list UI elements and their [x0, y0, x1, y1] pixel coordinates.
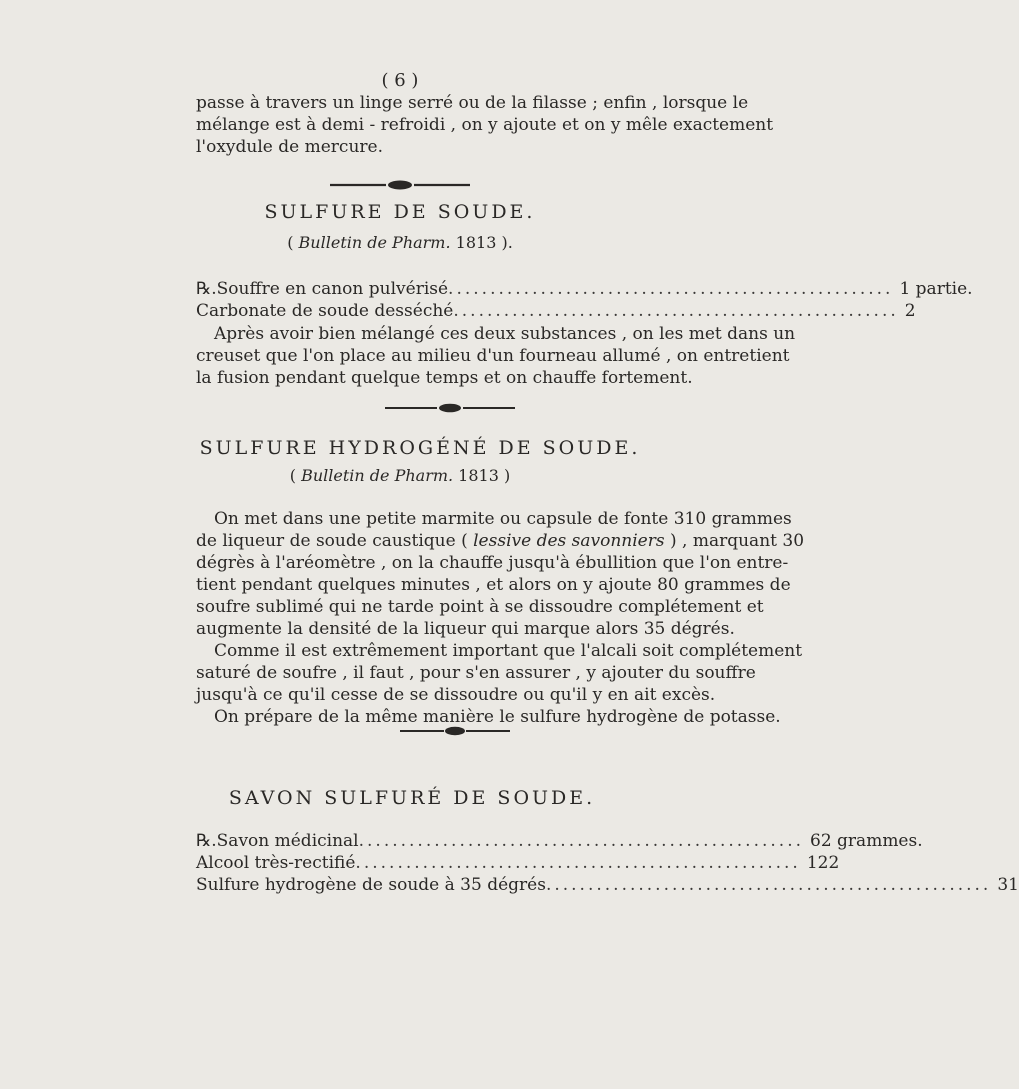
recipe-item	[196, 830, 923, 852]
leader-dots: .....................................................	[355, 853, 801, 873]
ingredient-quantity: 62 grammes.	[810, 831, 923, 851]
recipe-symbol: ℞.	[196, 279, 217, 299]
ingredient-name: Alcool très-rectifié	[196, 853, 356, 873]
section2-paragraphs	[196, 508, 805, 728]
paragraph-line: dégrès à l'aréomètre , on la chauffe jusqu'à ébullition que l'on entre-	[196, 553, 789, 573]
recipe-item	[196, 874, 1019, 896]
leader-dots: .....................................................	[448, 279, 894, 299]
source-open: (	[287, 233, 299, 252]
text-run: ) , marquant 30	[664, 531, 805, 551]
leader-dots: .....................................................	[453, 301, 899, 321]
italic-run: lessive des savonniers	[473, 531, 665, 551]
leader-dots: .....................................................	[358, 831, 805, 851]
intro-line: l'oxydule de mercure.	[196, 137, 383, 157]
source-journal: Bulletin de Pharm.	[298, 233, 451, 252]
ingredient-name: Carbonate de soude desséché	[196, 301, 454, 321]
section-source	[0, 233, 800, 252]
paragraph-line	[196, 530, 805, 552]
section-title-savon-sulfure: SAVON SULFURÉ DE SOUDE.	[228, 787, 596, 809]
ingredient-quantity: 1 partie.	[899, 279, 973, 299]
recipe-list	[196, 830, 1019, 896]
page-number: ( 6 )	[381, 70, 419, 91]
section-source	[0, 466, 800, 485]
ornament-divider	[400, 726, 510, 736]
ingredient-name: Sulfure hydrogène de soude à 35 dégrés	[196, 875, 546, 895]
ornament-divider	[385, 403, 515, 413]
paragraph-line: la fusion pendant quelque temps et on chauffe fortement.	[196, 368, 693, 388]
leader-dots: .....................................................	[545, 875, 992, 895]
intro-line: mélange est à demi - refroidi , on y ajoute et on y mêle exactement	[196, 115, 774, 135]
section1-paragraph	[196, 323, 796, 389]
source-year: 1813 ).	[450, 233, 513, 252]
ingredient-quantity: 31	[997, 875, 1019, 895]
recipe-item	[196, 300, 916, 322]
paragraph-line: Après avoir bien mélangé ces deux substances , on les met dans un	[214, 324, 796, 344]
paragraph-line: augmente la densité de la liqueur qui marque alors 35 dégrés.	[196, 619, 735, 639]
paragraph-line: soufre sublimé qui ne tarde point à se dissoudre complétement et	[196, 597, 764, 617]
ingredient-quantity: 122	[806, 853, 840, 873]
paragraph-line: tient pendant quelques minutes , et alors on y ajoute 80 grammes de	[196, 575, 791, 595]
recipe-item	[196, 278, 973, 300]
paragraph-line: On met dans une petite marmite ou capsule de fonte 310 grammes	[214, 509, 792, 529]
section-title-sulfure-de-soude: SULFURE DE SOUDE.	[264, 201, 536, 223]
text-run: de liqueur de soude caustique (	[196, 531, 474, 551]
recipe-symbol: ℞.	[196, 831, 217, 851]
ingredient-quantity: 2	[904, 301, 916, 321]
ingredient-name: Savon médicinal	[216, 831, 359, 851]
paragraph-line: Comme il est extrêmement important que l'alcali soit complétement	[214, 641, 803, 661]
recipe-item	[196, 852, 840, 874]
section-title-sulfure-hydrogene: SULFURE HYDROGÉNÉ DE SOUDE.	[199, 437, 641, 459]
ornament-divider	[330, 180, 470, 190]
paragraph-line: creuset que l'on place au milieu d'un fourneau allumé , on entretient	[196, 346, 790, 366]
source-open: (	[289, 466, 302, 485]
source-year: 1813 )	[453, 466, 511, 485]
recipe-list	[196, 278, 973, 322]
paragraph-line: On prépare de la même manière le sulfure hydrogène de potasse.	[214, 707, 781, 727]
paragraph-line: saturé de soufre , il faut , pour s'en assurer , y ajouter du souffre	[196, 663, 756, 683]
source-journal: Bulletin de Pharm.	[301, 466, 454, 485]
ingredient-name: Souffre en canon pulvérisé	[216, 279, 449, 299]
paragraph-line: jusqu'à ce qu'il cesse de se dissoudre ou qu'il y en ait excès.	[196, 685, 716, 705]
intro-paragraph	[196, 92, 774, 158]
intro-line: passe à travers un linge serré ou de la filasse ; enfin , lorsque le	[196, 93, 749, 113]
